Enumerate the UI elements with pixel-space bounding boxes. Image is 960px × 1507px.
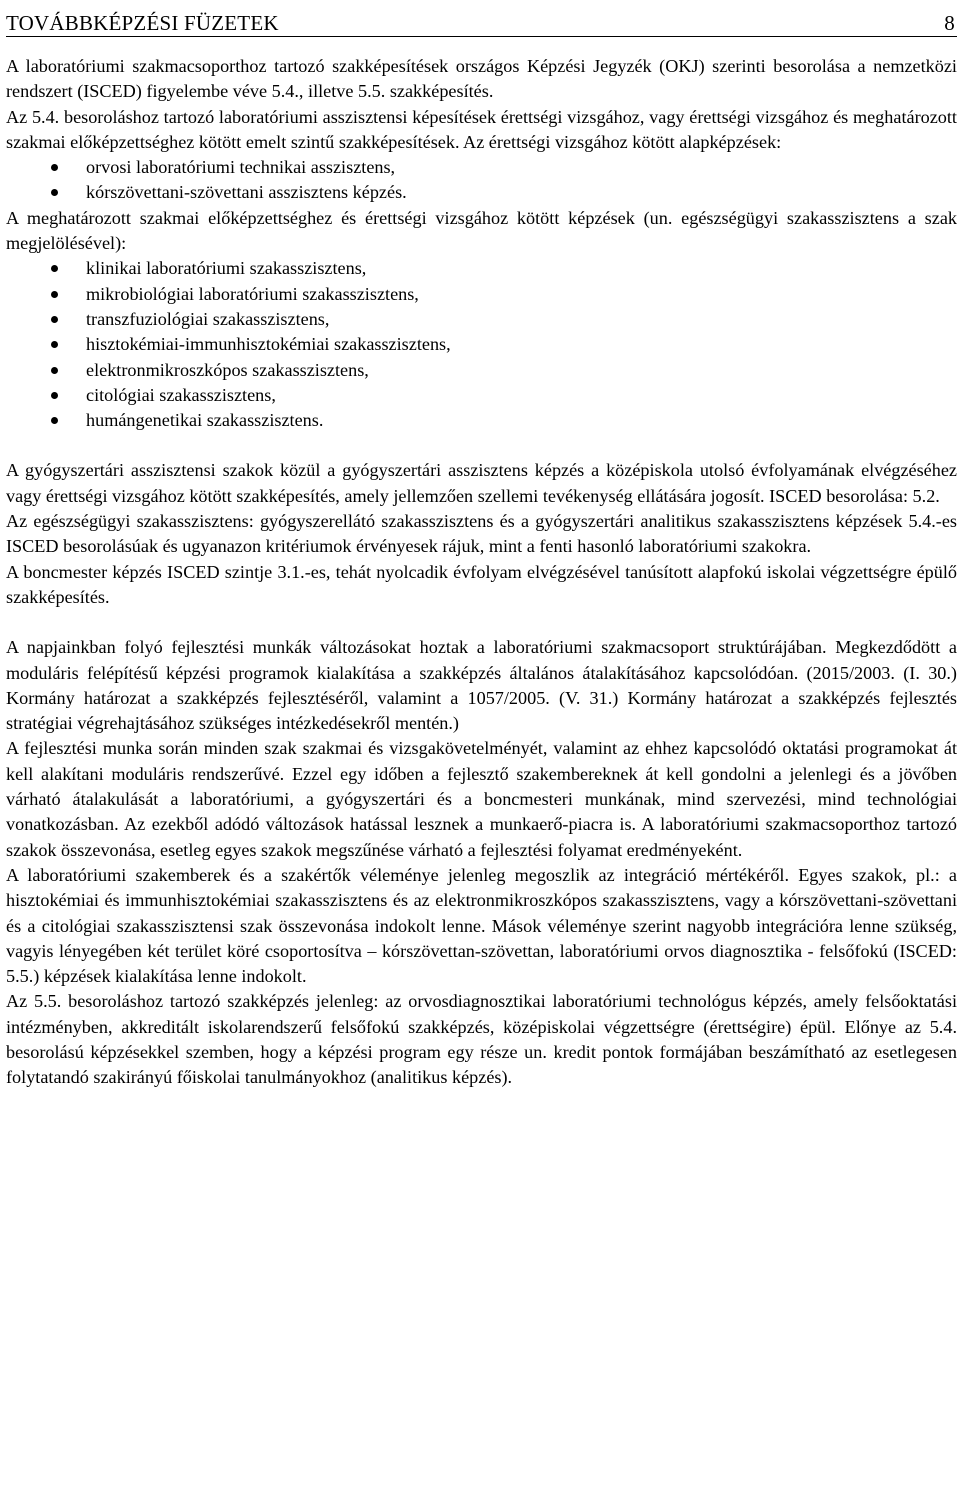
paragraph-2: Az 5.4. besoroláshoz tartozó laboratóriumi asszisztensi képesítések érettségi vizsgához, vagy érettségi vizsgához és meghatározott szakmai előképzettséghez kötött emelt szintű szakképesítések. Az érettségi vizsgához kötött alapképzések: xyxy=(6,106,957,152)
header-title: TOVÁBBKÉPZÉSI FÜZETEK xyxy=(6,11,279,35)
document-body xyxy=(6,54,957,1091)
paragraph-5: Az egészségügyi szakasszisztens: gyógyszerellátó szakasszisztens és a gyógyszertári analitikus szakasszisztens képzések 5.4.-es ISCED besorolásúak és ugyanazon kritériumok érvényesek rájuk, mint a fenti hasonló laboratóriumi szakokra. xyxy=(6,511,957,557)
list-item: kórszövettani-szövettani asszisztens képzés. xyxy=(6,180,957,205)
paragraph-4: A gyógyszertári asszisztensi szakok közül a gyógyszertári asszisztens képzés a középiskola utolsó évfolyamának elvégzéséhez vagy érettségi vizsgához kötött szakképesítés, amely jellemzően szellemi tevékenység ellátására jogosít. ISCED besorolása: 5.2. xyxy=(6,460,957,506)
list-item: hisztokémiai-immunhisztokémiai szakasszisztens, xyxy=(6,332,957,357)
list-item: mikrobiológiai laboratóriumi szakasszisztens, xyxy=(6,282,957,307)
list-item: transzfuziológiai szakasszisztens, xyxy=(6,307,957,332)
paragraph-1: A laboratóriumi szakmacsoporthoz tartozó szakképesítések országos Képzési Jegyzék (OKJ) szerinti besorolása a nemzetközi rendszert (ISCED) figyelembe véve 5.4., illetve 5.5. szakképesítés. xyxy=(6,56,957,102)
paragraph-6: A boncmester képzés ISCED szintje 3.1.-es, tehát nyolcadik évfolyam elvégzésével tanúsított alapfokú iskolai végzettségre épülő szakképesítés. xyxy=(6,561,957,607)
paragraph-9: A laboratóriumi szakemberek és a szakértők véleménye jelenleg megoszlik az integráció mértékéről. Egyes szakok, pl.: a hisztokémiai és immunhisztokémiai szakasszisztens és az elektronmikroszkópos szakasszisztens, vagy a kórszövettani-szövettani és a citológiai szakasszisztensi szak összevonása indokolt lenne. Mások véleménye szerint nagyobb integrációra lenne szükség, vagyis lényegében két terület köré csoportosítva – kórszövettan-szövettan, laboratóriumi orvos diagnosztika - felsőfokú (ISCED: 5.5.) képzések kialakítása lenne indokolt. xyxy=(6,864,957,987)
paragraph-7: A napjainkban folyó fejlesztési munkák változásokat hoztak a laboratóriumi szakmacsoport struktúrájában. Megkezdődött a moduláris felépítésű képzési programok kialakítása a szakképzés általános átalakításához kapcsolódóan. (2015/2003. (I. 30.) Kormány határozat a szakképzés fejlesztéséről, valamint a 1057/2005. (V. 31.) Kormány határozat a szakképzés fejlesztés stratégiai végrehajtásához szükséges intézkedésekről mentén.) xyxy=(6,637,957,734)
list-item: orvosi laboratóriumi technikai asszisztens, xyxy=(6,155,957,180)
list-item: citológiai szakasszisztens, xyxy=(6,383,957,408)
paragraph-3: A meghatározott szakmai előképzettséghez és érettségi vizsgához kötött képzések (un. egészségügyi szakasszisztens a szak megjelölésével): xyxy=(6,207,957,254)
page-header xyxy=(6,2,957,37)
bullet-list-specialist-training xyxy=(6,256,957,433)
paragraph-10: Az 5.5. besoroláshoz tartozó szakképzés jelenleg: az orvosdiagnosztikai laboratóriumi technológus képzés, amely felsőoktatási intézményben, akkreditált iskolarendszerű felsőfokú szakképzés, középiskolai végzettségre (érettségire) épül. Előnye az 5.4. besorolású képzésekkel szemben, hogy a képzési program egy része un. kredit pontok formájában beszámítható az esetlegesen folytatandó szakirányú főiskolai tanulmányokhoz (analitikus képzés). xyxy=(6,991,957,1088)
list-item: klinikai laboratóriumi szakasszisztens, xyxy=(6,256,957,281)
paragraph-8: A fejlesztési munka során minden szak szakmai és vizsgakövetelményét, valamint az ehhez kapcsolódó oktatási programokat át kell alakítani moduláris rendszerűvé. Ezzel egy időben a fejlesztő szakembereknek át kell gondolni a jelenlegi és a jövőben várható átalakulását a laboratóriumi, a gyógyszertári és a boncmesteri munkának, mind szervezési, mind technológiai vonatkozásban. Az ezekből adódó változások hatással lesznek a munkaerő-piacra is. A laboratóriumi szakmacsoporthoz tartozó szakok összevonása, esetleg egyes szakok megszűnése várható a fejlesztési folyamat eredményeként. xyxy=(6,738,957,860)
document-page xyxy=(0,2,960,1507)
list-item: humángenetikai szakasszisztens. xyxy=(6,408,957,433)
bullet-list-basic-training xyxy=(6,155,957,206)
page-number: 8 xyxy=(944,11,955,35)
list-item: elektronmikroszkópos szakasszisztens, xyxy=(6,358,957,383)
